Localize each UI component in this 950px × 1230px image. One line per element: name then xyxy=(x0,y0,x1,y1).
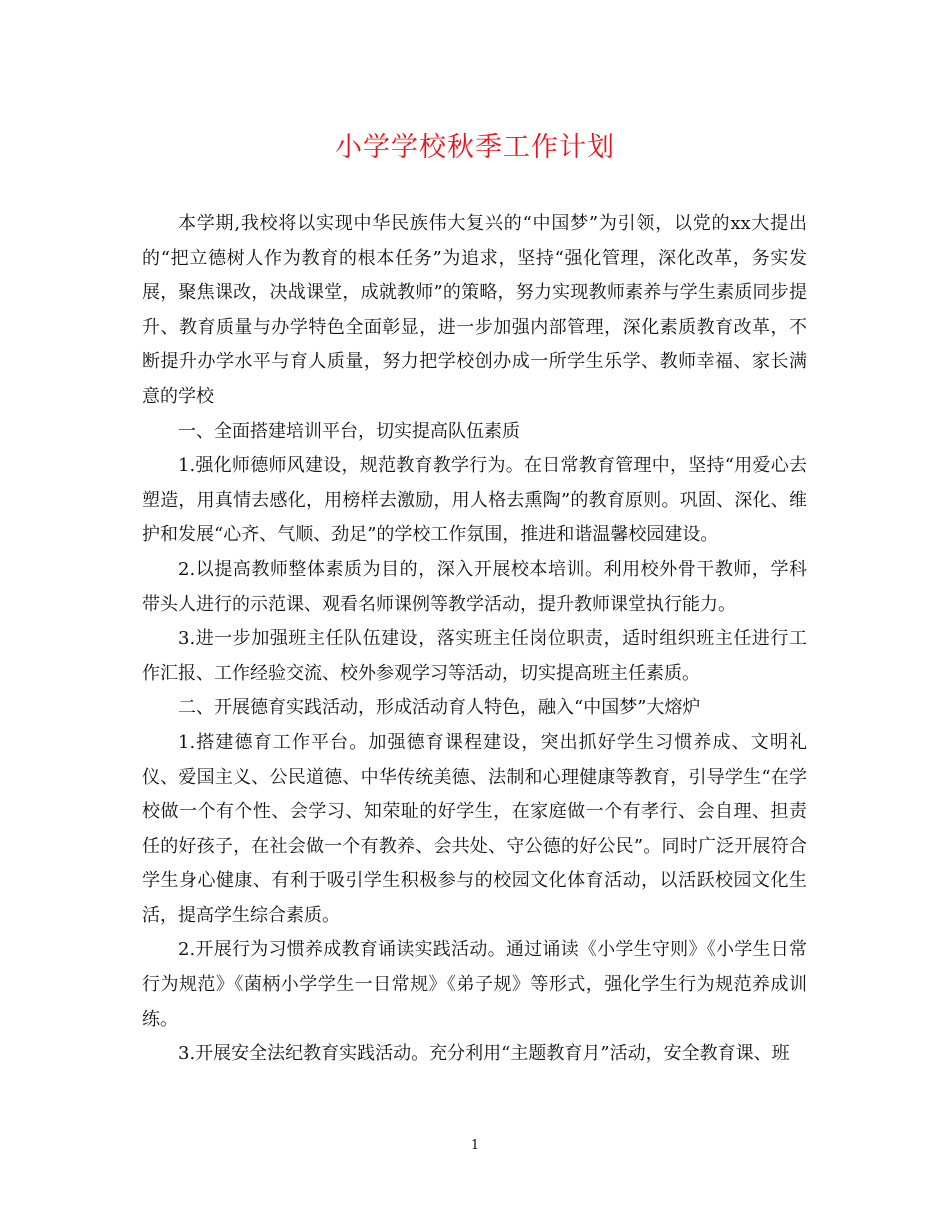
section-heading-1: 一、全面搭建培训平台，切实提高队伍素质 xyxy=(178,420,520,442)
page-number: 1 xyxy=(470,1138,480,1153)
paragraph-2-1: 1.搭建德育工作平台。加强德育课程建设，突出抓好学生习惯养成、文明礼仪、爱国主义、公民道德、中华传统美德、法制和心理健康等教育，引导学生“在学校做一个有个性、会学习、知荣耻的好学生，在家庭做一个有孝行、会自理、担责任的好孩子，在社会做一个有教养、会共处、守公德的好公民”。同时广泛开展符合学生身心健康、有利于吸引学生积极参与的校园文化体育活动，以活跃校园文化生活，提高学生综合素质。 xyxy=(142,731,807,926)
page-title: 小学学校秋季工作计划 xyxy=(335,132,615,163)
paragraph-1-2: 2.以提高教师整体素质为目的，深入开展校本培训。利用校外骨干教师，学科带头人进行的示范课、观看名师课例等教学活动，提升教师课堂执行能力。 xyxy=(142,558,807,615)
paragraph-1-1: 1.强化师德师风建设，规范教育教学行为。在日常教育管理中，坚持“用爱心去塑造，用真情去感化，用榜样去激励，用人格去熏陶”的教育原则。巩固、深化、维护和发展“心齐、气顺、劲足”的学校工作氛围，推进和谐温馨校园建设。 xyxy=(142,455,807,546)
paragraph-intro: 本学期,我校将以实现中华民族伟大复兴的“中国梦”为引领，以党的xx大提出的“把立德树人作为教育的根本任务”为追求，坚持“强化管理，深化改革，务实发展，聚焦课改，决战课堂，成就教师”的策略，努力实现教师素养与学生素质同步提升、教育质量与办学特色全面彰显，进一步加强内部管理，深化素质教育改革，不断提升办学水平与育人质量，努力把学校创办成一所学生乐学、教师幸福、家长满意的学校 xyxy=(142,213,807,407)
document-body xyxy=(142,207,807,1072)
paragraph-1-3: 3.进一步加强班主任队伍建设，落实班主任岗位职责，适时组织班主任进行工作汇报、工作经验交流、校外参观学习等活动，切实提高班主任素质。 xyxy=(142,628,807,684)
section-heading-2: 二、开展德育实践活动，形成活动育人特色，融入“中国梦”大熔炉 xyxy=(178,697,701,719)
paragraph-2-2: 2.开展行为习惯养成教育诵读实践活动。通过诵读《小学生守则》《小学生日常行为规范》《菌柄小学学生一日常规》《弟子规》等形式，强化学生行为规范养成训练。 xyxy=(142,939,807,1030)
paragraph-2-3: 3.开展安全法纪教育实践活动。充分利用“主题教育月”活动，安全教育课、班 xyxy=(178,1043,790,1065)
